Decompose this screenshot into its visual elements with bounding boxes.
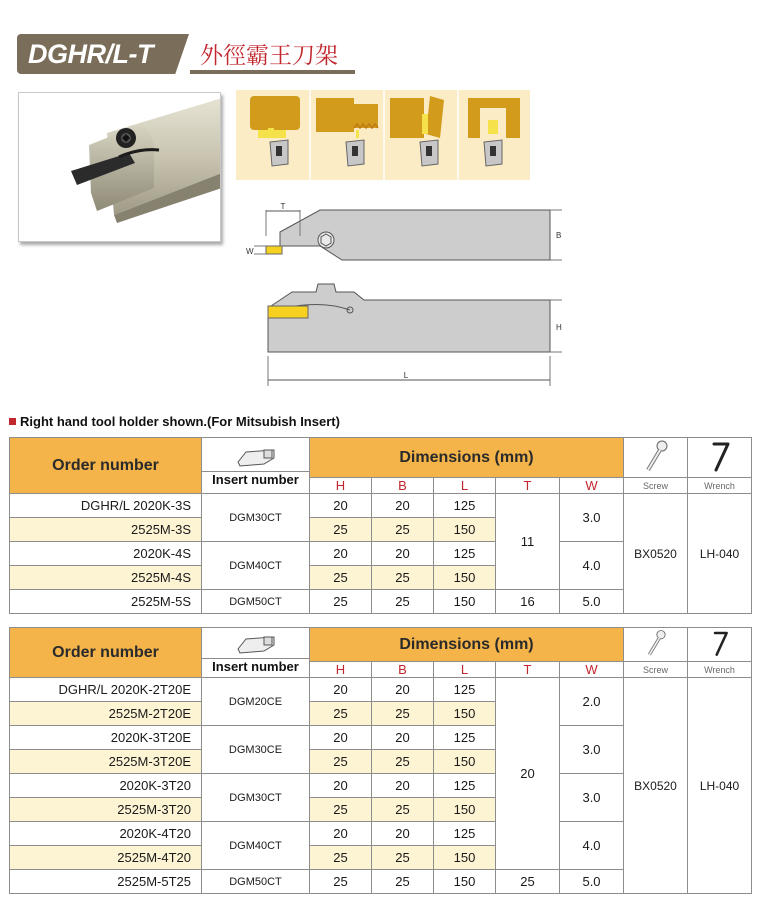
insert-number-header	[202, 628, 310, 678]
value-w: 2.0	[560, 678, 624, 726]
value-l: 125	[434, 678, 496, 702]
insert-number-label: Insert number	[202, 658, 309, 674]
value-l: 150	[434, 846, 496, 870]
value-b: 20	[372, 726, 434, 750]
value-h: 20	[310, 822, 372, 846]
insert-number-header	[202, 438, 310, 494]
col-b: B	[372, 662, 434, 678]
value-w: 5.0	[560, 590, 624, 614]
value-l: 125	[434, 726, 496, 750]
value-l: 150	[434, 590, 496, 614]
value-b: 20	[372, 494, 434, 518]
value-l: 125	[434, 822, 496, 846]
spec-table-2	[9, 627, 752, 894]
value-b: 25	[372, 566, 434, 590]
label-l: L	[403, 371, 409, 380]
product-code: DGHR/L-T	[28, 39, 153, 69]
insert-number-label: Insert number	[202, 471, 309, 487]
value-h: 25	[310, 702, 372, 726]
value-h: 20	[310, 774, 372, 798]
insert-number: DGM50CT	[202, 590, 310, 614]
bullet-square-icon	[9, 418, 16, 425]
order-number: 2525M-3T20E	[10, 750, 202, 774]
value-h: 20	[310, 542, 372, 566]
value-h: 25	[310, 750, 372, 774]
value-w: 4.0	[560, 822, 624, 870]
label-h: H	[556, 323, 562, 332]
col-t: T	[496, 478, 560, 494]
col-h: H	[310, 662, 372, 678]
value-b: 25	[372, 750, 434, 774]
insert-number: DGM30CT	[202, 774, 310, 822]
value-b: 20	[372, 774, 434, 798]
dimensions-header: Dimensions (mm)	[310, 438, 624, 478]
value-l: 125	[434, 774, 496, 798]
value-l: 150	[434, 702, 496, 726]
col-screw: Screw	[624, 478, 688, 494]
note-text: Right hand tool holder shown.(For Mitsubish Insert)	[20, 414, 340, 429]
col-b: B	[372, 478, 434, 494]
label-w: W	[246, 247, 254, 256]
application-illustrations	[236, 90, 530, 180]
value-h: 20	[310, 678, 372, 702]
table-row	[10, 494, 752, 518]
insert-number: DGM50CT	[202, 870, 310, 894]
label-t: T	[280, 202, 286, 211]
value-b: 20	[372, 678, 434, 702]
label-b: B	[556, 231, 562, 240]
screw-icon	[642, 438, 670, 474]
value-b: 20	[372, 542, 434, 566]
order-number: 2020K-4S	[10, 542, 202, 566]
col-screw: Screw	[624, 662, 688, 678]
order-number: 2525M-5T25	[10, 870, 202, 894]
wrench-icon-cell	[688, 628, 752, 662]
col-wrench: Wrench	[688, 662, 752, 678]
insert-number: DGM30CT	[202, 494, 310, 542]
value-h: 20	[310, 726, 372, 750]
value-w: 3.0	[560, 774, 624, 822]
screw-code: BX0520	[624, 678, 688, 894]
title-underline	[190, 70, 355, 74]
insert-number: DGM40CT	[202, 542, 310, 590]
value-w: 4.0	[560, 542, 624, 590]
product-photo	[18, 92, 221, 242]
value-t: 16	[496, 590, 560, 614]
value-l: 150	[434, 798, 496, 822]
value-b: 25	[372, 798, 434, 822]
order-number: 2020K-4T20	[10, 822, 202, 846]
col-h: H	[310, 478, 372, 494]
order-number: 2525M-3T20	[10, 798, 202, 822]
value-b: 25	[372, 702, 434, 726]
value-b: 25	[372, 518, 434, 542]
col-wrench: Wrench	[688, 478, 752, 494]
col-t: T	[496, 662, 560, 678]
order-number: DGHR/L 2020K-3S	[10, 494, 202, 518]
value-t: 20	[496, 678, 560, 870]
insert-number: DGM20CE	[202, 678, 310, 726]
wrench-icon	[706, 628, 734, 658]
value-h: 25	[310, 798, 372, 822]
dimension-drawing	[232, 196, 562, 392]
order-number: 2525M-4T20	[10, 846, 202, 870]
value-l: 125	[434, 494, 496, 518]
col-l: L	[434, 478, 496, 494]
wrench-code: LH-040	[688, 494, 752, 614]
screw-code: BX0520	[624, 494, 688, 614]
screw-icon-cell	[624, 438, 688, 478]
wrench-code: LH-040	[688, 678, 752, 894]
order-number: 2525M-4S	[10, 566, 202, 590]
value-l: 150	[434, 518, 496, 542]
value-h: 25	[310, 846, 372, 870]
value-w: 5.0	[560, 870, 624, 894]
order-number: 2525M-3S	[10, 518, 202, 542]
value-b: 25	[372, 846, 434, 870]
value-h: 25	[310, 590, 372, 614]
insert-icon	[234, 633, 278, 655]
order-number-header: Order number	[10, 438, 202, 494]
spec-table-1	[9, 437, 752, 614]
value-h: 25	[310, 518, 372, 542]
screw-icon-cell	[624, 628, 688, 662]
value-w: 3.0	[560, 726, 624, 774]
value-l: 150	[434, 870, 496, 894]
value-h: 25	[310, 566, 372, 590]
order-number: 2020K-3T20	[10, 774, 202, 798]
value-l: 125	[434, 542, 496, 566]
wrench-icon-cell	[688, 438, 752, 478]
value-h: 25	[310, 870, 372, 894]
insert-number: DGM40CT	[202, 822, 310, 870]
value-b: 25	[372, 590, 434, 614]
value-t: 11	[496, 494, 560, 590]
order-number: DGHR/L 2020K-2T20E	[10, 678, 202, 702]
insert-icon	[234, 446, 278, 468]
wrench-icon	[706, 438, 734, 474]
value-l: 150	[434, 566, 496, 590]
col-w: W	[560, 478, 624, 494]
value-w: 3.0	[560, 494, 624, 542]
order-number: 2525M-2T20E	[10, 702, 202, 726]
value-b: 25	[372, 870, 434, 894]
note	[9, 413, 340, 431]
order-number: 2525M-5S	[10, 590, 202, 614]
value-l: 150	[434, 750, 496, 774]
screw-icon	[642, 628, 670, 658]
value-h: 20	[310, 494, 372, 518]
product-name: 外徑霸王刀架	[200, 43, 338, 69]
insert-number: DGM30CE	[202, 726, 310, 774]
value-b: 20	[372, 822, 434, 846]
table-row	[10, 678, 752, 702]
order-number: 2020K-3T20E	[10, 726, 202, 750]
dimensions-header: Dimensions (mm)	[310, 628, 624, 662]
col-l: L	[434, 662, 496, 678]
col-w: W	[560, 662, 624, 678]
order-number-header: Order number	[10, 628, 202, 678]
value-t: 25	[496, 870, 560, 894]
